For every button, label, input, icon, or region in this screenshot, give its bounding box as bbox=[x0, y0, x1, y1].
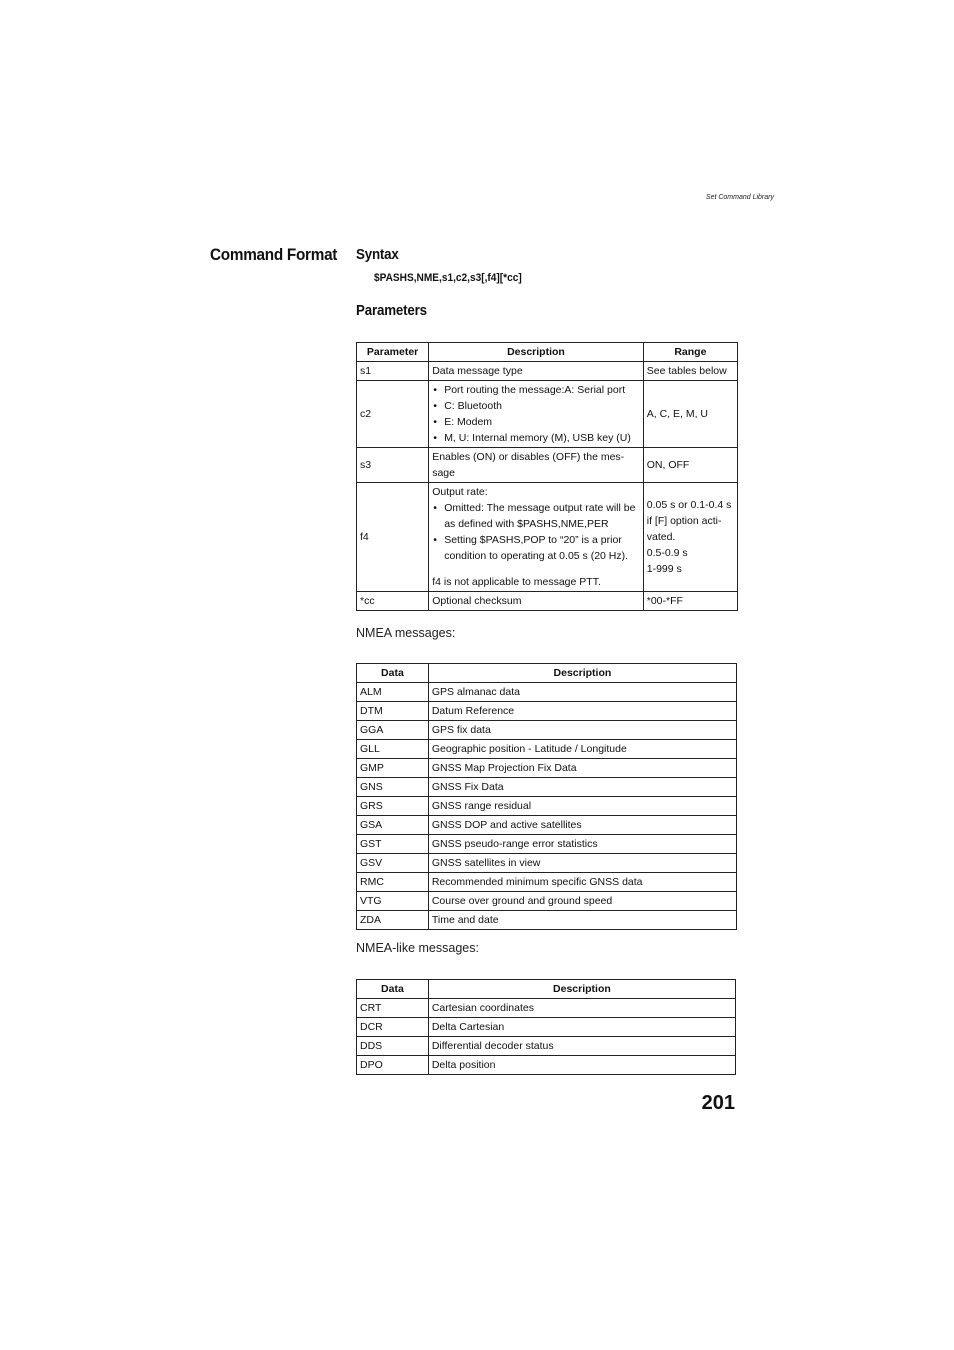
table-header-row bbox=[357, 343, 738, 362]
description-cell: Optional checksum bbox=[429, 592, 644, 611]
description-cell: Datum Reference bbox=[428, 702, 736, 721]
range-line: 0.5-0.9 s bbox=[646, 547, 688, 559]
column-header: Description bbox=[429, 343, 644, 362]
table-row bbox=[357, 892, 737, 911]
description-cell: Recommended minimum specific GNSS data bbox=[428, 873, 736, 892]
table-row bbox=[357, 381, 738, 448]
data-code-cell: RMC bbox=[357, 873, 429, 892]
nmea-like-table bbox=[356, 979, 736, 1075]
description-cell: GPS almanac data bbox=[428, 683, 736, 702]
bullet-list bbox=[432, 500, 640, 564]
table-row bbox=[357, 816, 737, 835]
table-row bbox=[357, 759, 737, 778]
table-row bbox=[357, 854, 737, 873]
range-line: 1-999 s bbox=[646, 563, 682, 575]
table-row bbox=[357, 797, 737, 816]
description-cell: GNSS range residual bbox=[428, 797, 736, 816]
column-header: Description bbox=[428, 980, 735, 999]
range-cell: *00-*FF bbox=[643, 592, 737, 611]
description-cell: GNSS pseudo-range error statistics bbox=[428, 835, 736, 854]
table-header-row bbox=[357, 980, 736, 999]
table-row bbox=[357, 448, 738, 483]
table-row bbox=[357, 362, 738, 381]
running-header: Set Command Library bbox=[705, 194, 774, 201]
data-code-cell: DPO bbox=[357, 1056, 429, 1075]
section-title: Command Format bbox=[210, 245, 338, 264]
nmea-caption: NMEA messages: bbox=[356, 626, 456, 640]
data-code-cell: DDS bbox=[357, 1037, 429, 1056]
data-code-cell: ALM bbox=[357, 683, 429, 702]
description-cell: Data message type bbox=[429, 362, 644, 381]
column-header: Range bbox=[643, 343, 737, 362]
page-number: 201 bbox=[701, 1092, 735, 1114]
table-row bbox=[357, 1037, 736, 1056]
range-cell bbox=[643, 483, 737, 592]
nmea-table bbox=[356, 663, 737, 930]
data-code-cell: GNS bbox=[357, 778, 429, 797]
data-code-cell: DCR bbox=[357, 1018, 429, 1037]
table-header-row bbox=[357, 664, 737, 683]
description-cell: Delta position bbox=[428, 1056, 735, 1075]
table-row bbox=[357, 999, 736, 1018]
column-header: Description bbox=[428, 664, 736, 683]
data-code-cell: GST bbox=[357, 835, 429, 854]
range-cell: ON, OFF bbox=[643, 448, 737, 483]
data-code-cell: GLL bbox=[357, 740, 429, 759]
table-row bbox=[357, 683, 737, 702]
column-header: Data bbox=[357, 664, 429, 683]
table-row bbox=[357, 1018, 736, 1037]
description-cell: GNSS Fix Data bbox=[428, 778, 736, 797]
table-row bbox=[357, 740, 737, 759]
syntax-command: $PASHS,NME,s1,c2,s3[,f4][*cc] bbox=[374, 272, 522, 284]
column-header: Data bbox=[357, 980, 429, 999]
table-row bbox=[357, 702, 737, 721]
bullet-item: • E: Modem bbox=[444, 414, 640, 430]
description-cell: Time and date bbox=[428, 911, 736, 930]
nmea-like-caption: NMEA-like messages: bbox=[356, 941, 479, 955]
table-row bbox=[357, 1056, 736, 1075]
bullet-item: • Omitted: The message output rate will be as defined with $PASHS,NME,PER bbox=[444, 500, 640, 532]
table-row bbox=[357, 483, 738, 592]
table-row bbox=[357, 721, 737, 740]
description-cell: Enables (ON) or disables (OFF) the mes-sage bbox=[429, 448, 644, 483]
parameters-heading: Parameters bbox=[356, 303, 427, 319]
range-cell: See tables below bbox=[643, 362, 737, 381]
table-row bbox=[357, 873, 737, 892]
data-code-cell: VTG bbox=[357, 892, 429, 911]
description-cell: Geographic position - Latitude / Longitude bbox=[428, 740, 736, 759]
data-code-cell: CRT bbox=[357, 999, 429, 1018]
param-cell: s3 bbox=[357, 448, 429, 483]
description-cell: GNSS DOP and active satellites bbox=[428, 816, 736, 835]
range-line: 0.05 s or 0.1-0.4 s if [F] option acti-vated. bbox=[646, 499, 732, 543]
syntax-heading: Syntax bbox=[356, 247, 399, 263]
data-code-cell: GRS bbox=[357, 797, 429, 816]
bullet-list bbox=[432, 382, 640, 446]
data-code-cell: GSV bbox=[357, 854, 429, 873]
description-intro: Output rate: bbox=[432, 486, 488, 498]
description-cell: Course over ground and ground speed bbox=[428, 892, 736, 911]
table-row bbox=[357, 835, 737, 854]
parameters-table bbox=[356, 342, 738, 611]
table-row bbox=[357, 778, 737, 797]
description-cell: GPS fix data bbox=[428, 721, 736, 740]
param-cell: f4 bbox=[357, 483, 429, 592]
description-cell: Cartesian coordinates bbox=[428, 999, 735, 1018]
description-cell: Differential decoder status bbox=[428, 1037, 735, 1056]
bullet-item: • Setting $PASHS,POP to “20” is a prior condition to operating at 0.05 s (20 Hz). bbox=[444, 532, 640, 564]
bullet-item: • Port routing the message:A: Serial port bbox=[444, 382, 640, 398]
param-cell: *cc bbox=[357, 592, 429, 611]
description-cell: Delta Cartesian bbox=[428, 1018, 735, 1037]
description-cell: GNSS satellites in view bbox=[428, 854, 736, 873]
bullet-item: • M, U: Internal memory (M), USB key (U) bbox=[444, 430, 640, 446]
data-code-cell: DTM bbox=[357, 702, 429, 721]
data-code-cell: GMP bbox=[357, 759, 429, 778]
data-code-cell: GSA bbox=[357, 816, 429, 835]
description-note: f4 is not applicable to message PTT. bbox=[432, 576, 601, 588]
data-code-cell: ZDA bbox=[357, 911, 429, 930]
range-cell: A, C, E, M, U bbox=[643, 381, 737, 448]
description-cell bbox=[429, 483, 644, 592]
param-cell: c2 bbox=[357, 381, 429, 448]
data-code-cell: GGA bbox=[357, 721, 429, 740]
description-cell bbox=[429, 381, 644, 448]
column-header: Parameter bbox=[357, 343, 429, 362]
table-row bbox=[357, 911, 737, 930]
description-cell: GNSS Map Projection Fix Data bbox=[428, 759, 736, 778]
bullet-item: • C: Bluetooth bbox=[444, 398, 640, 414]
table-row bbox=[357, 592, 738, 611]
param-cell: s1 bbox=[357, 362, 429, 381]
